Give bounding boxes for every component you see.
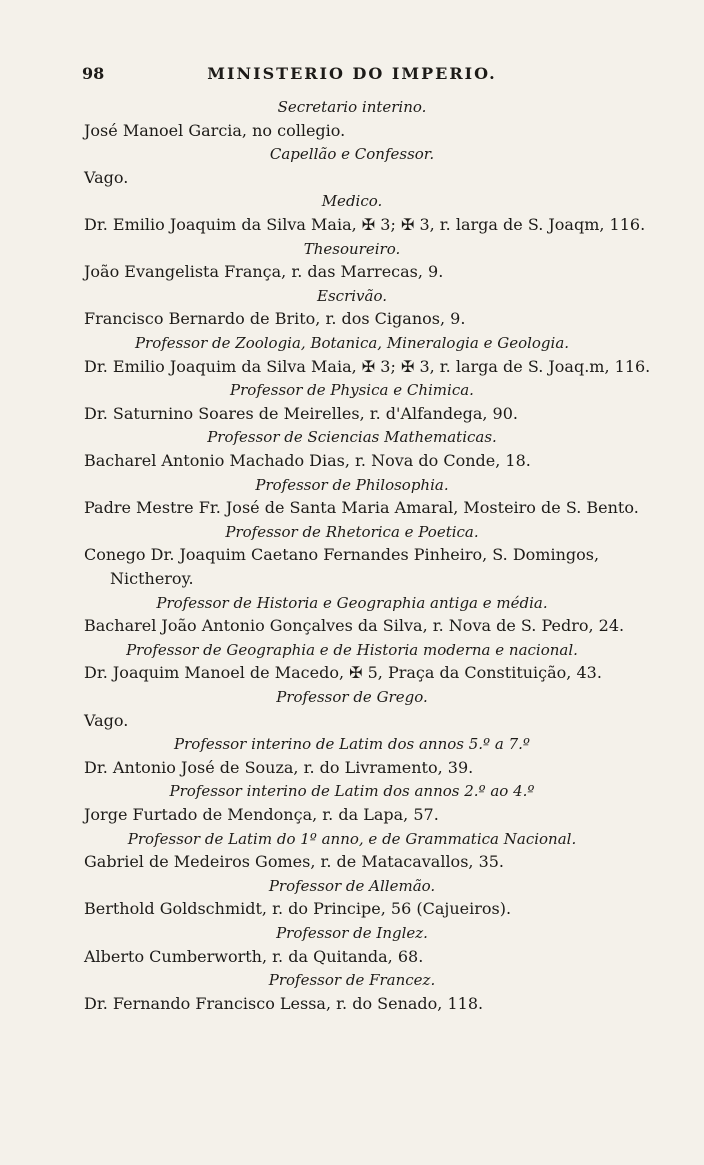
section-heading: Professor interino de Latim dos annos 5.º a 7.º — [174, 735, 530, 754]
section-heading: Professor de Physica e Chimica. — [230, 381, 474, 400]
section-heading: Professor de Geographia e de Historia moderna e nacional. — [126, 640, 578, 659]
entry-line: Vago. — [84, 167, 129, 187]
section-heading: Professor de Allemão. — [268, 876, 436, 895]
entry-line: Dr. Antonio José de Souza, r. do Livramento, 39. — [84, 757, 474, 777]
entry-line: Dr. Emilio Joaquim da Silva Maia, ✠ 3; ✠ 3, r. larga de S. Joaqm, 116. — [84, 215, 646, 234]
entry-line: Vago. — [84, 710, 129, 730]
entry-line: Francisco Bernardo de Brito, r. dos Ciganos, 9. — [84, 309, 466, 329]
entry-line: Dr. Fernando Francisco Lessa, r. do Senado, 118. — [84, 993, 484, 1013]
section-heading: Professor de Grego. — [276, 688, 428, 706]
entry-line: Bacharel Antonio Machado Dias, r. Nova do Conde, 18. — [84, 451, 531, 470]
entry-line: Alberto Cumberworth, r. da Quitanda, 68. — [84, 946, 424, 966]
entry-line: Dr. Joaquim Manoel de Macedo, ✠ 5, Praça da Constituição, 43. — [84, 663, 602, 683]
entry-line: Nictheroy. — [110, 569, 194, 588]
entry-line: Gabriel de Medeiros Gomes, r. de Matacavallos, 35. — [84, 852, 505, 872]
section-heading: Professor interino de Latim dos annos 2.º ao 4.º — [169, 782, 535, 801]
entry-line: Dr. Saturnino Soares de Meirelles, r. d'Alfandega, 90. — [84, 403, 518, 423]
entry-line: José Manoel Garcia, no collegio. — [84, 120, 346, 140]
section-heading: Secretario interino. — [277, 98, 427, 116]
section-heading: Professor de Rhetorica e Poetica. — [225, 522, 479, 541]
entry-line: Berthold Goldschmidt, r. do Principe, 56 (Cajueiros). — [84, 899, 512, 919]
section-heading: Professor de Zoologia, Botanica, Mineralogia e Geologia. — [134, 334, 570, 352]
page-number: 98 — [82, 64, 105, 83]
entry-line: Padre Mestre Fr. José de Santa Maria Amaral, Mosteiro de S. Bento. — [84, 498, 639, 518]
entry-line: Bacharel João Antonio Gonçalves da Silva, r. Nova de S. Pedro, 24. — [84, 616, 625, 636]
page-header — [0, 64, 704, 92]
section-heading: Medico. — [321, 192, 383, 211]
section-heading: Professor de Latim do 1º anno, e de Grammatica Nacional. — [127, 829, 577, 848]
section-heading: Capellão e Confessor. — [269, 145, 435, 164]
running-head: MINISTERIO DO IMPERIO. — [207, 64, 497, 83]
entry-line: Jorge Furtado de Mendonça, r. da Lapa, 57. — [84, 805, 439, 824]
entry-line: Dr. Emilio Joaquim da Silva Maia, ✠ 3; ✠ 3, r. larga de S. Joaq.m, 116. — [84, 356, 651, 376]
entry-line: Conego Dr. Joaquim Caetano Fernandes Pinheiro, S. Domingos, — [84, 545, 600, 565]
section-heading: Escrivão. — [317, 286, 387, 305]
section-heading: Professor de Historia e Geographia antiga e média. — [156, 593, 548, 612]
section-heading: Professor de Francez. — [268, 971, 436, 990]
section-heading: Professor de Philosophia. — [255, 475, 449, 494]
section-heading: Professor de Inglez. — [276, 924, 428, 942]
section-heading: Thesoureiro. — [303, 239, 401, 258]
section-heading: Professor de Sciencias Mathematicas. — [207, 428, 497, 447]
entry-line: João Evangelista França, r. das Marrecas, 9. — [84, 262, 444, 282]
